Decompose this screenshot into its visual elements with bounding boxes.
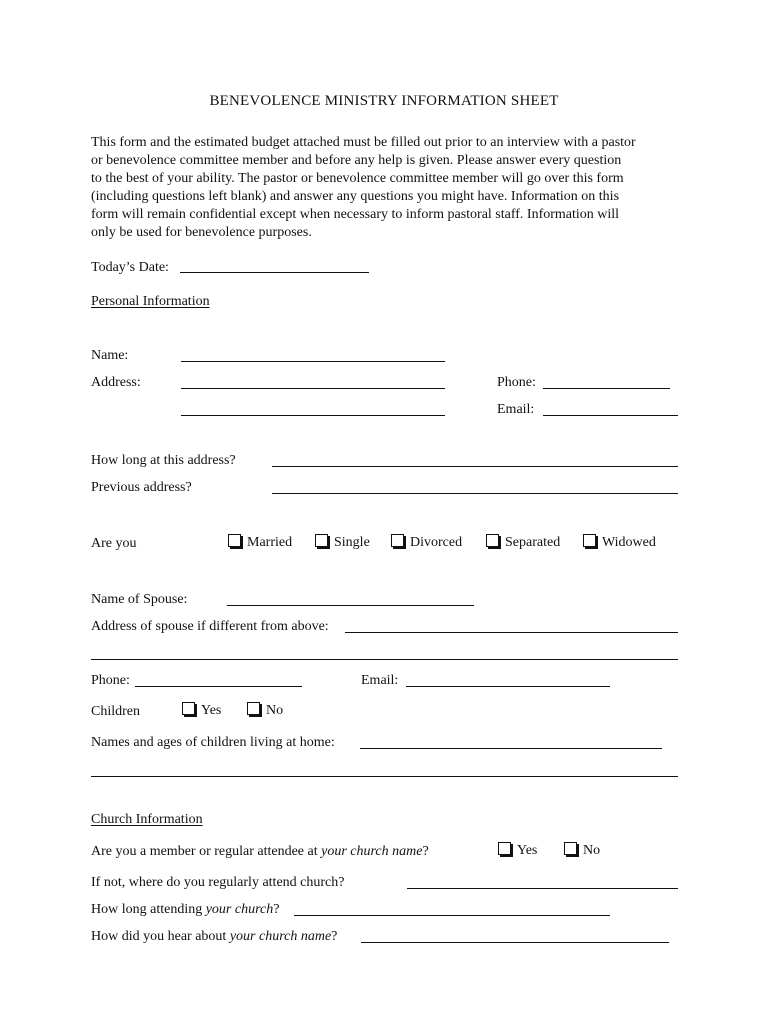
previous-address-field[interactable]: [272, 493, 678, 494]
todays-date-label: Today’s Date:: [91, 260, 169, 275]
checkbox-icon[interactable]: [498, 842, 511, 855]
phone-field[interactable]: [543, 388, 670, 389]
intro-line: This form and the estimated budget attached must be filled out prior to an interview with a pastor: [91, 135, 636, 150]
heard-about-field[interactable]: [361, 942, 669, 943]
spouse-phone-label: Phone:: [91, 673, 130, 688]
church-info-heading: Church Information: [91, 812, 203, 827]
address-field-line-2[interactable]: [181, 415, 445, 416]
children-option-no[interactable]: No: [247, 702, 283, 720]
spouse-address-field-line-2[interactable]: [91, 659, 678, 660]
address-label: Address:: [91, 375, 141, 390]
spouse-email-label: Email:: [361, 673, 399, 688]
intro-line: or benevolence committee member and before any help is given. Please answer every question: [91, 153, 622, 168]
checkbox-icon[interactable]: [182, 702, 195, 715]
spouse-name-label: Name of Spouse:: [91, 592, 188, 607]
marital-option-married[interactable]: Married: [228, 534, 292, 552]
member-question-label: Are you a member or regular attendee at your church name?: [91, 844, 429, 859]
intro-line: only be used for benevolence purposes.: [91, 225, 312, 240]
spouse-address-label: Address of spouse if different from above:: [91, 619, 329, 634]
address-field-line-1[interactable]: [181, 388, 445, 389]
previous-address-label: Previous address?: [91, 480, 192, 495]
checkbox-icon[interactable]: [391, 534, 404, 547]
checkbox-icon[interactable]: [564, 842, 577, 855]
heard-about-label: How did you hear about your church name?: [91, 929, 338, 944]
email-field[interactable]: [543, 415, 678, 416]
spouse-phone-field[interactable]: [135, 686, 302, 687]
intro-line: to the best of your ability. The pastor or benevolence committee member will go over this form: [91, 171, 624, 186]
how-long-field[interactable]: [272, 466, 678, 467]
phone-label: Phone:: [497, 375, 536, 390]
spouse-address-field-line-1[interactable]: [345, 632, 678, 633]
other-church-label: If not, where do you regularly attend church?: [91, 875, 345, 890]
intro-paragraph: [91, 134, 686, 242]
how-long-label: How long at this address?: [91, 453, 236, 468]
checkbox-icon[interactable]: [583, 534, 596, 547]
children-names-field-line-1[interactable]: [360, 748, 662, 749]
marital-option-widowed[interactable]: Widowed: [583, 534, 656, 552]
marital-option-single[interactable]: Single: [315, 534, 370, 552]
todays-date-field[interactable]: [180, 272, 369, 273]
member-option-no[interactable]: No: [564, 842, 600, 860]
email-label: Email:: [497, 402, 535, 417]
spouse-name-field[interactable]: [227, 605, 474, 606]
marital-option-separated[interactable]: Separated: [486, 534, 560, 552]
other-church-field[interactable]: [407, 888, 678, 889]
attending-duration-label: How long attending your church?: [91, 902, 280, 917]
name-field[interactable]: [181, 361, 445, 362]
member-option-yes[interactable]: Yes: [498, 842, 537, 860]
checkbox-icon[interactable]: [315, 534, 328, 547]
children-label: Children: [91, 704, 140, 719]
marital-option-divorced[interactable]: Divorced: [391, 534, 462, 552]
checkbox-icon[interactable]: [486, 534, 499, 547]
children-option-yes[interactable]: Yes: [182, 702, 221, 720]
spouse-email-field[interactable]: [406, 686, 610, 687]
children-names-label: Names and ages of children living at home:: [91, 735, 335, 750]
children-names-field-line-2[interactable]: [91, 776, 678, 777]
checkbox-icon[interactable]: [228, 534, 241, 547]
marital-status-label: Are you: [91, 536, 137, 551]
form-title: BENEVOLENCE MINISTRY INFORMATION SHEET: [209, 93, 559, 109]
checkbox-icon[interactable]: [247, 702, 260, 715]
name-label: Name:: [91, 348, 129, 363]
intro-line: form will remain confidential except when necessary to inform pastoral staff. Information will: [91, 207, 620, 222]
attending-duration-field[interactable]: [294, 915, 610, 916]
intro-line: (including questions left blank) and answer any questions you might have. Information on this: [91, 189, 620, 204]
personal-info-heading: Personal Information: [91, 294, 210, 309]
